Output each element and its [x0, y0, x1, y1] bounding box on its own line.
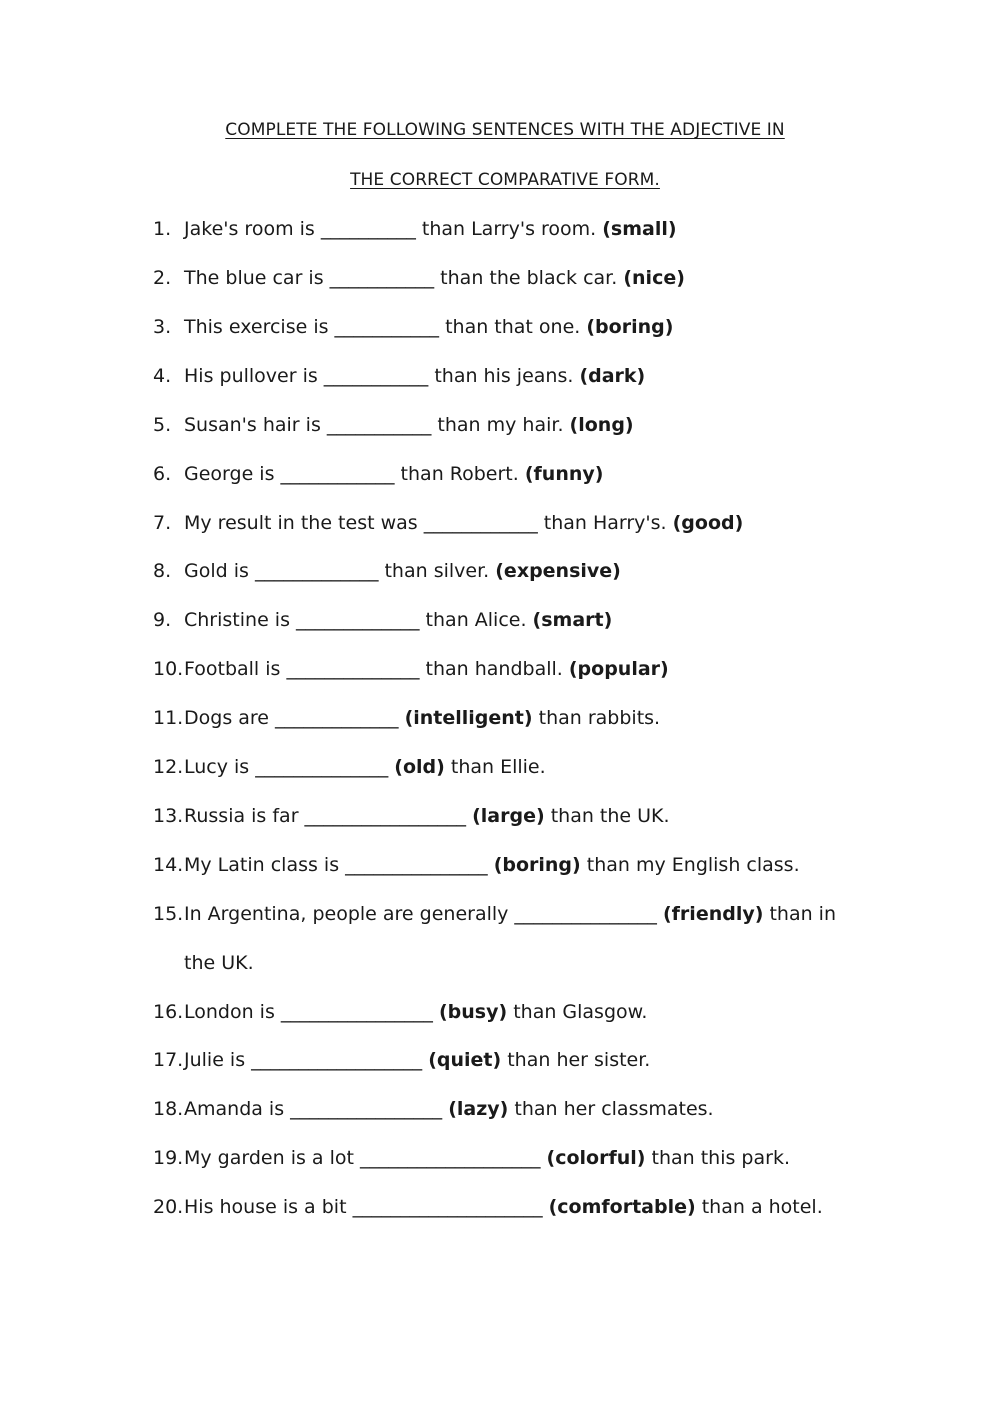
- adjective-hint: (boring): [586, 316, 674, 338]
- exercise-sentence: [184, 413, 634, 437]
- adjective-hint: (comfortable): [548, 1196, 696, 1218]
- exercise-sentence: [184, 217, 677, 241]
- sentence-text: Jake's room is __________ than Larry's room.: [184, 218, 603, 240]
- sentence-text: My Latin class is _______________: [184, 854, 494, 876]
- sentence-text: Amanda is ________________: [184, 1098, 449, 1120]
- sentence-text: The blue car is ___________ than the black car.: [184, 267, 624, 289]
- exercise-sentence: [184, 657, 669, 681]
- exercise-sentence: [184, 511, 743, 535]
- exercise-sentence: [184, 1195, 823, 1219]
- sentence-text: Susan's hair is ___________ than my hair.: [184, 414, 570, 436]
- exercise-number: 13.: [153, 805, 184, 827]
- sentence-text: the UK.: [184, 952, 254, 974]
- exercise-number: 5.: [153, 414, 172, 436]
- sentence-text: Christine is _____________ than Alice.: [184, 609, 533, 631]
- exercise-sentence: [184, 462, 603, 486]
- adjective-hint: (boring): [493, 854, 581, 876]
- sentence-text: His house is a bit ____________________: [184, 1196, 549, 1218]
- exercise-sentence: [184, 755, 546, 779]
- sentence-text: Julie is __________________: [184, 1049, 429, 1071]
- exercise-number: 6.: [153, 463, 172, 485]
- exercise-sentence: [184, 315, 673, 339]
- adjective-hint: (small): [602, 218, 677, 240]
- exercise-sentence: [184, 1000, 647, 1024]
- adjective-hint: (colorful): [546, 1147, 646, 1169]
- sentence-text: This exercise is ___________ than that one.: [184, 316, 587, 338]
- exercise-sentence: [184, 706, 660, 730]
- sentence-text: Gold is _____________ than silver.: [184, 560, 496, 582]
- exercise-number: 2.: [153, 267, 172, 289]
- adjective-hint: (good): [672, 512, 744, 534]
- sentence-text: My result in the test was ____________ than Harry's.: [184, 512, 673, 534]
- exercise-number: 3.: [153, 316, 172, 338]
- adjective-hint: (dark): [579, 365, 646, 387]
- exercise-number: 17.: [153, 1049, 184, 1071]
- sentence-text-end: than a hotel.: [695, 1196, 823, 1218]
- exercise-sentence: [184, 1048, 650, 1072]
- exercise-number: 12.: [153, 756, 184, 778]
- exercise-sentence: [184, 902, 836, 926]
- sentence-text-end: than the UK.: [544, 805, 670, 827]
- sentence-text: George is ____________ than Robert.: [184, 463, 525, 485]
- adjective-hint: (quiet): [428, 1049, 502, 1071]
- adjective-hint: (lazy): [448, 1098, 509, 1120]
- exercise-number: 10.: [153, 658, 184, 680]
- sentence-text: My garden is a lot ___________________: [184, 1147, 547, 1169]
- sentence-text: His pullover is ___________ than his jeans.: [184, 365, 580, 387]
- adjective-hint: (expensive): [495, 560, 621, 582]
- adjective-hint: (intelligent): [404, 707, 533, 729]
- sentence-text: In Argentina, people are generally _______________: [184, 903, 663, 925]
- adjective-hint: (friendly): [662, 903, 764, 925]
- adjective-hint: (long): [569, 414, 634, 436]
- exercise-number: 18.: [153, 1098, 184, 1120]
- worksheet-title-line-2: THE CORRECT COMPARATIVE FORM.: [350, 170, 660, 190]
- exercise-sentence: [184, 1146, 790, 1170]
- exercise-sentence: [184, 951, 254, 975]
- adjective-hint: (large): [472, 805, 545, 827]
- adjective-hint: (old): [394, 756, 445, 778]
- exercise-sentence: [184, 559, 621, 583]
- adjective-hint: (funny): [524, 463, 604, 485]
- sentence-text-end: than this park.: [645, 1147, 790, 1169]
- sentence-text-end: than her classmates.: [508, 1098, 714, 1120]
- sentence-text: Lucy is ______________: [184, 756, 395, 778]
- sentence-text-end: than Ellie.: [444, 756, 546, 778]
- sentence-text-end: than rabbits.: [532, 707, 661, 729]
- exercise-sentence: [184, 266, 685, 290]
- adjective-hint: (nice): [623, 267, 685, 289]
- sentence-text-end: than Glasgow.: [507, 1001, 648, 1023]
- exercise-number: 4.: [153, 365, 172, 387]
- sentence-text: Dogs are _____________: [184, 707, 405, 729]
- exercise-number: 16.: [153, 1001, 184, 1023]
- exercise-number: 19.: [153, 1147, 184, 1169]
- exercise-sentence: [184, 608, 612, 632]
- adjective-hint: (busy): [438, 1001, 508, 1023]
- exercise-number: 15.: [153, 903, 184, 925]
- exercise-number: 14.: [153, 854, 184, 876]
- sentence-text: Russia is far _________________: [184, 805, 473, 827]
- sentence-text-end: than my English class.: [580, 854, 800, 876]
- sentence-text-end: than in: [763, 903, 836, 925]
- exercise-number: 11.: [153, 707, 184, 729]
- worksheet-title-line-1: COMPLETE THE FOLLOWING SENTENCES WITH THE ADJECTIVE IN: [225, 120, 785, 140]
- adjective-hint: (smart): [532, 609, 613, 631]
- sentence-text: London is ________________: [184, 1001, 439, 1023]
- exercise-sentence: [184, 1097, 714, 1121]
- exercise-sentence: [184, 364, 645, 388]
- exercise-number: 8.: [153, 560, 172, 582]
- adjective-hint: (popular): [568, 658, 669, 680]
- exercise-number: 9.: [153, 609, 172, 631]
- sentence-text-end: than her sister.: [501, 1049, 651, 1071]
- sentence-text: Football is ______________ than handball.: [184, 658, 569, 680]
- exercise-sentence: [184, 853, 800, 877]
- exercise-number: 7.: [153, 512, 172, 534]
- exercise-number: 1.: [153, 218, 172, 240]
- exercise-number: 20.: [153, 1196, 184, 1218]
- exercise-sentence: [184, 804, 670, 828]
